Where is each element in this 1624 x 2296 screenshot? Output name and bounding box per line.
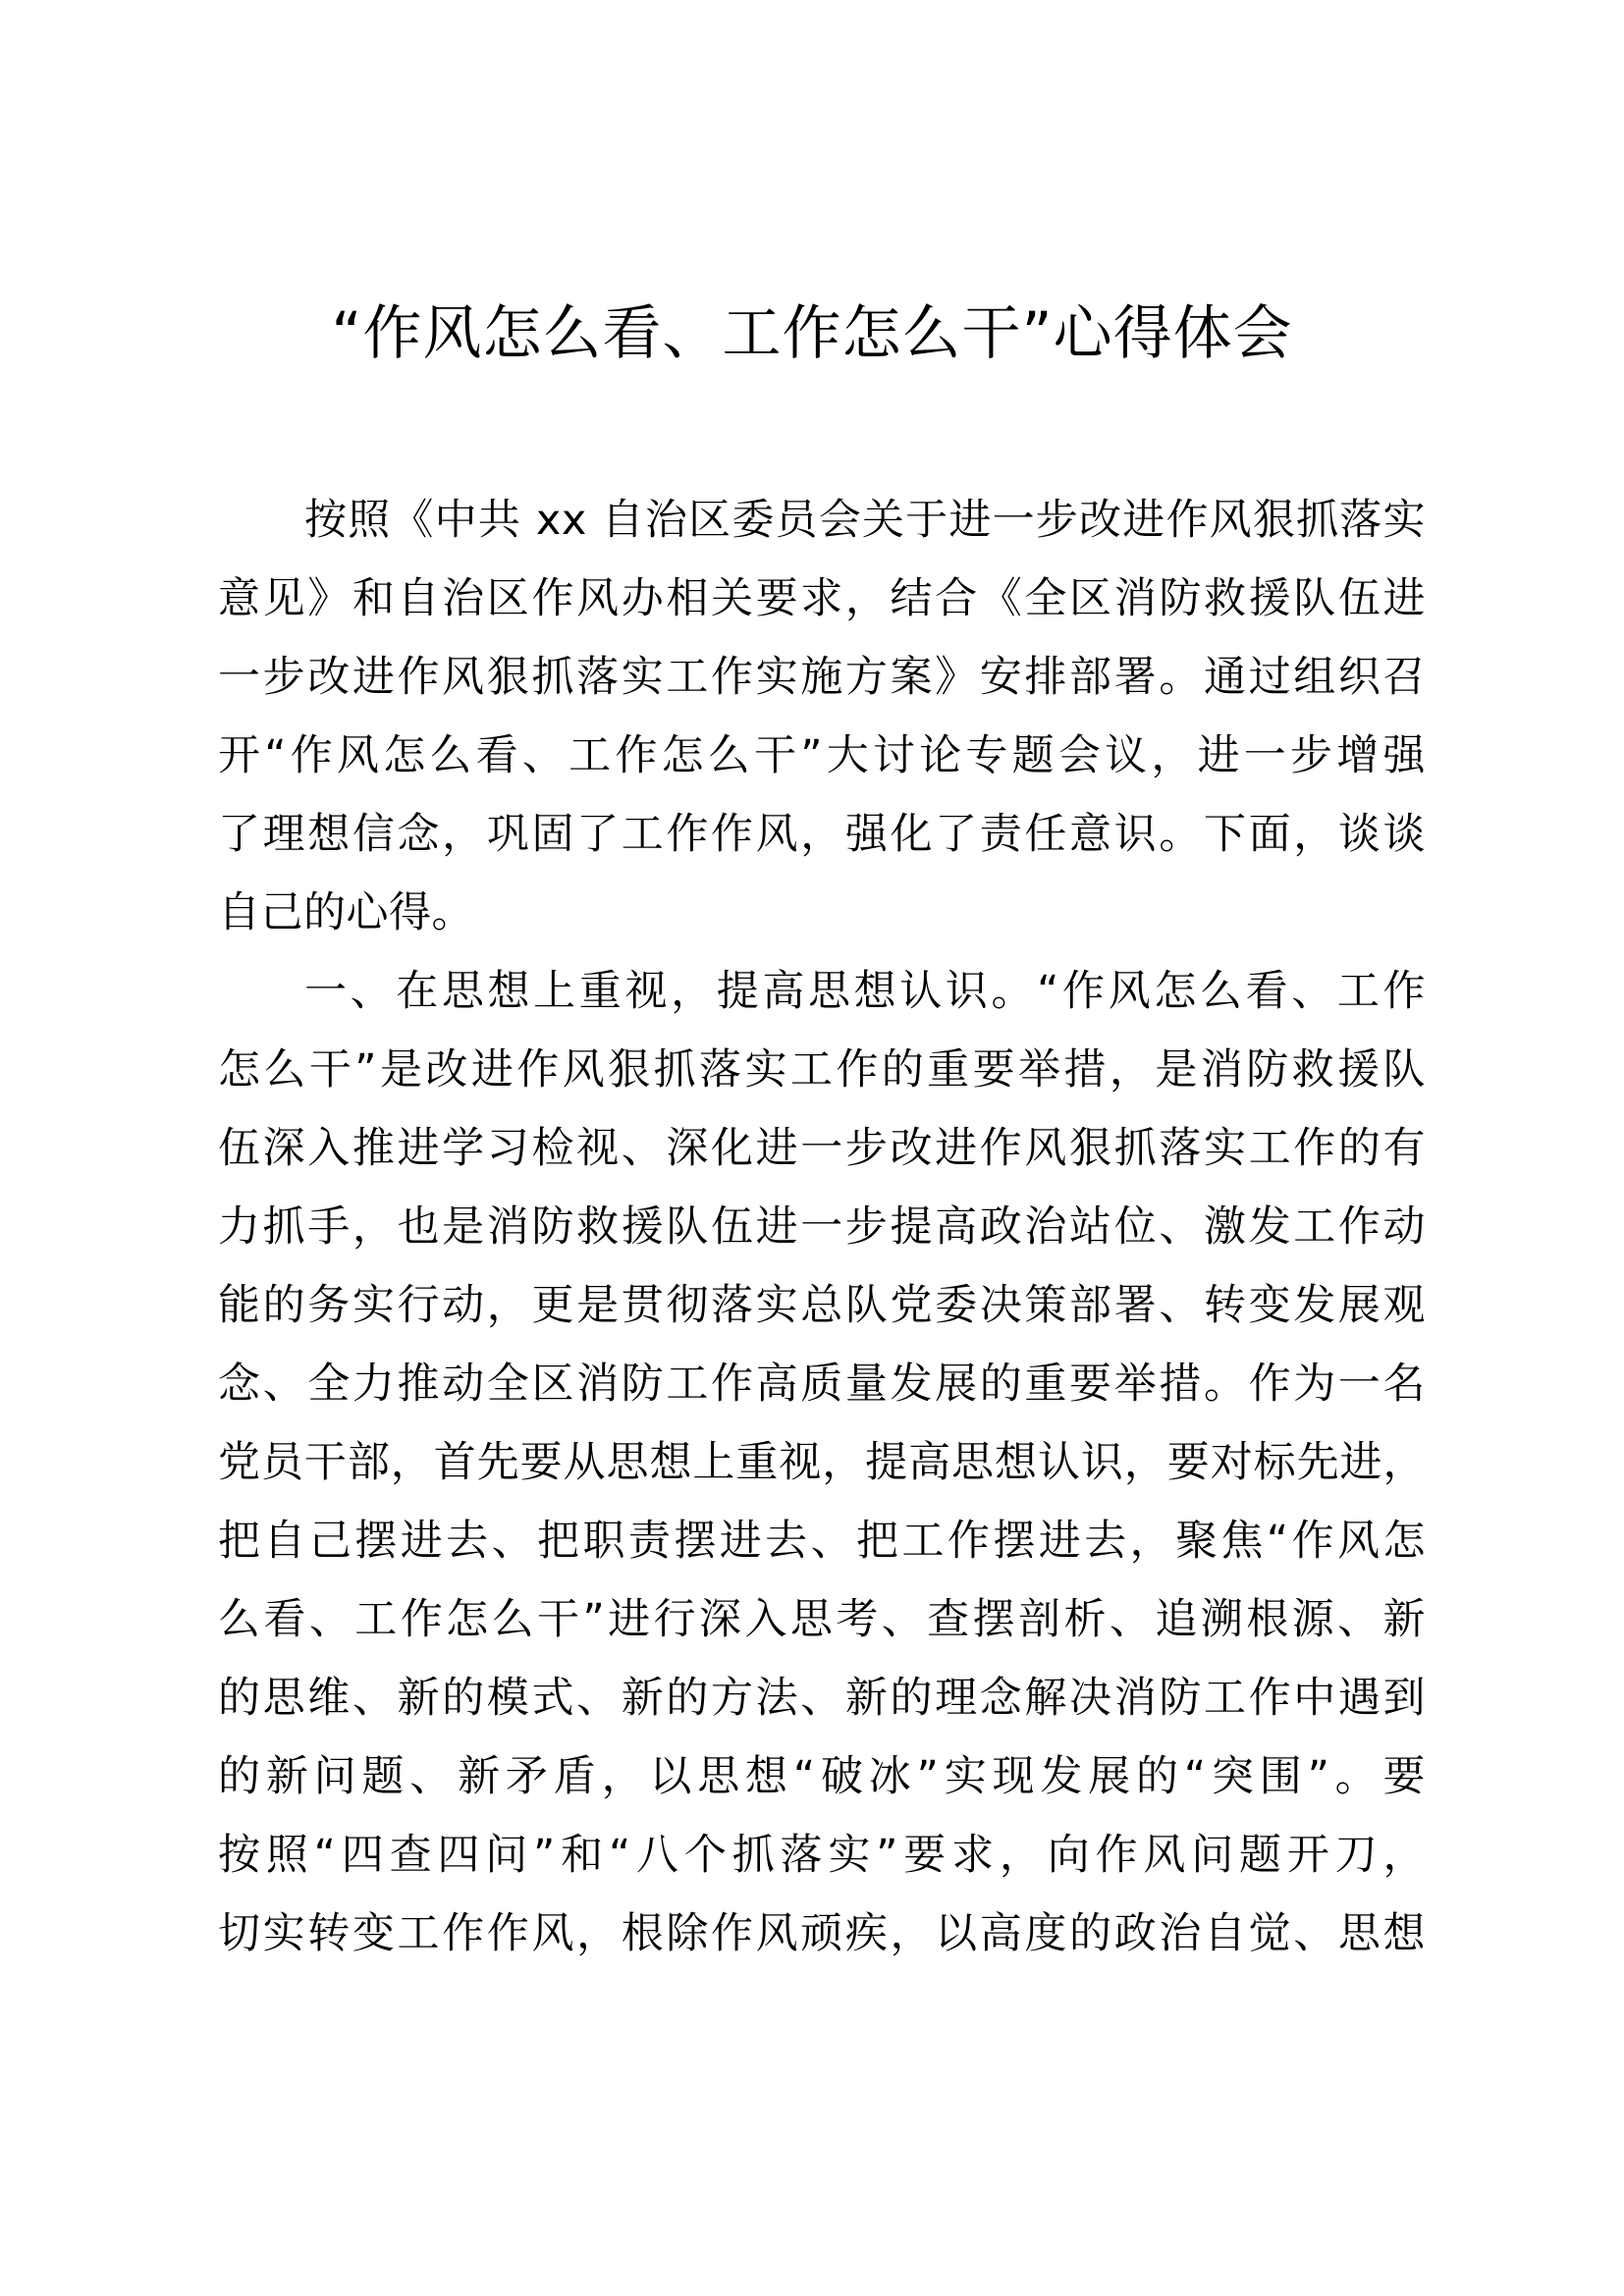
paragraph-line: 自己的心得。 bbox=[218, 888, 474, 937]
paragraph-line: 了理想信念，巩固了工作作风，强化了责任意识。下面，谈谈 bbox=[218, 810, 1426, 859]
paragraph-line: 开“作风怎么看、工作怎么干”大讨论专题会议，进一步增强 bbox=[218, 731, 1426, 780]
paragraph-line: 能的务实行动，更是贯彻落实总队党委决策部署、转变发展观 bbox=[218, 1281, 1426, 1330]
paragraph-line: 意见》和自治区作风办相关要求，结合《全区消防救援队伍进 bbox=[218, 574, 1426, 623]
paragraph-line: 把自己摆进去、把职责摆进去、把工作摆进去，聚焦“作风怎 bbox=[218, 1517, 1426, 1566]
document-title: “作风怎么看、工作怎么干”心得体会 bbox=[331, 299, 1293, 368]
paragraph-line: 怎么干”是改进作风狠抓落实工作的重要举措，是消防救援队 bbox=[218, 1045, 1426, 1095]
document-body bbox=[218, 481, 1426, 1973]
paragraph-line: 切实转变工作作风，根除作风顽疾，以高度的政治自觉、思想 bbox=[218, 1909, 1426, 1958]
paragraph-line: 伍深入推进学习检视、深化进一步改进作风狠抓落实工作的有 bbox=[218, 1124, 1426, 1173]
paragraph-line: 按照《中共 xx 自治区委员会关于进一步改进作风狠抓落实 bbox=[304, 496, 1426, 545]
paragraph-line: 么看、工作怎么干”进行深入思考、查摆剖析、追溯根源、新 bbox=[218, 1595, 1426, 1644]
paragraph-line: 念、全力推动全区消防工作高质量发展的重要举措。作为一名 bbox=[218, 1360, 1426, 1409]
paragraph-line: 一步改进作风狠抓落实工作实施方案》安排部署。通过组织召 bbox=[218, 653, 1426, 702]
paragraph-line: 力抓手，也是消防救援队伍进一步提高政治站位、激发工作动 bbox=[218, 1202, 1426, 1252]
paragraph-line: 的思维、新的模式、新的方法、新的理念解决消防工作中遇到 bbox=[218, 1674, 1426, 1723]
paragraph-line: 的新问题、新矛盾，以思想“破冰”实现发展的“突围”。要 bbox=[218, 1752, 1426, 1801]
paragraph-line: 一、在思想上重视，提高思想认识。“作风怎么看、工作 bbox=[304, 967, 1426, 1016]
paragraph-line: 按照“四查四问”和“八个抓落实”要求，向作风问题开刀， bbox=[218, 1831, 1426, 1880]
paragraph-line: 党员干部，首先要从思想上重视，提高思想认识，要对标先进， bbox=[218, 1438, 1426, 1487]
